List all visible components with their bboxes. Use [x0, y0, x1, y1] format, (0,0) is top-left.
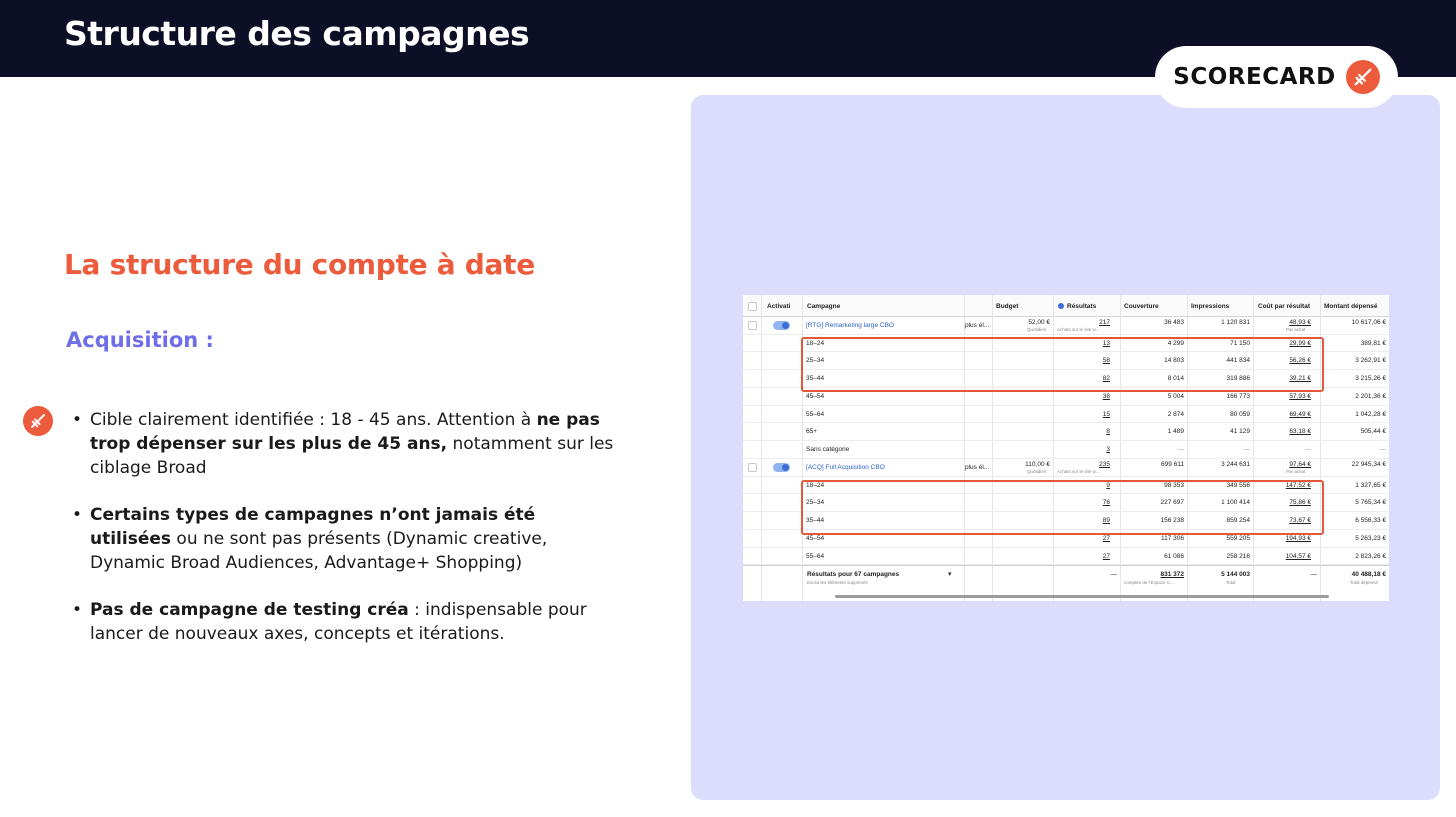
- cost-value: 56,26 €: [1289, 357, 1311, 365]
- breakdown-row[interactable]: [743, 424, 1389, 442]
- info-icon: [1058, 303, 1064, 309]
- results-value: 58: [1102, 357, 1110, 365]
- spent-value: 389,81 €: [1360, 339, 1386, 347]
- cost-value: 97,64 €: [1289, 460, 1311, 468]
- budget-sub: Quotidien: [1027, 469, 1047, 474]
- cost-value: 48,93 €: [1289, 318, 1311, 326]
- reach-value: 227 697: [1160, 499, 1184, 507]
- impressions-value: 41 129: [1230, 428, 1250, 436]
- reach-value: 4 299: [1167, 339, 1184, 347]
- footer-label-sub: Exclut les éléments supprimés: [807, 580, 868, 585]
- results-value: 8: [1106, 428, 1110, 436]
- breakdown-row[interactable]: [743, 406, 1389, 424]
- footer-impressions: 5 144 003: [1221, 570, 1250, 578]
- breakdown-row[interactable]: [743, 441, 1389, 459]
- budget-value: 110,00 €: [1025, 460, 1050, 468]
- results-value: 217: [1099, 318, 1110, 326]
- footer-reach-sub: comptes de l’Espace C...: [1124, 580, 1174, 585]
- results-value: 235: [1099, 460, 1110, 468]
- spent-value: —: [1379, 446, 1386, 454]
- campaign-name-link[interactable]: [ACQ] Full Acquisition CBO: [806, 463, 885, 471]
- table-footer: [743, 565, 1389, 593]
- page-title: Structure des campagnes: [64, 14, 530, 53]
- results-value: 9: [1106, 481, 1110, 489]
- age-range: 45–54: [806, 392, 825, 400]
- reach-value: 156 238: [1160, 517, 1184, 525]
- reach-value: 699 611: [1160, 460, 1184, 468]
- footer-results: —: [1110, 570, 1117, 578]
- reach-value: 117 306: [1160, 534, 1184, 542]
- bullet-list: [72, 408, 622, 669]
- breakdown-row[interactable]: [743, 548, 1389, 566]
- reach-value: 98 353: [1164, 481, 1184, 489]
- scorecard-badge: [1155, 46, 1398, 108]
- spent-value: 1 327,65 €: [1355, 481, 1386, 489]
- cost-sub: Par achat: [1286, 469, 1306, 474]
- budget-value: 52,00 €: [1028, 318, 1050, 326]
- impressions-value: 319 886: [1226, 375, 1250, 383]
- results-value: 15: [1102, 410, 1110, 418]
- impressions-value: 258 216: [1226, 552, 1250, 560]
- row-checkbox[interactable]: [748, 459, 757, 476]
- acquisition-subtitle: Acquisition :: [66, 328, 214, 352]
- impressions-value: 859 254: [1226, 517, 1250, 525]
- header-results[interactable]: Résultats: [1058, 295, 1096, 317]
- spent-value: 3 215,26 €: [1355, 375, 1386, 383]
- campaign-row[interactable]: [743, 459, 1389, 477]
- age-range: 55–64: [806, 410, 825, 418]
- footer-reach: 831 372: [1160, 570, 1184, 578]
- bullet-item: • Certains types de campagnes n’ont jamais été utilisées ou ne sont pas présents (Dynamic creative, Dynamic Broad Audiences, Advantage+ Shopping): [72, 503, 622, 575]
- results-value: 76: [1102, 499, 1110, 507]
- age-range: 65+: [806, 428, 818, 436]
- reach-value: 1 489: [1167, 428, 1184, 436]
- age-range: 45–54: [806, 534, 825, 542]
- impressions-value: 349 556: [1226, 481, 1250, 489]
- results-value: 27: [1102, 534, 1110, 542]
- age-range: 25–34: [806, 357, 825, 365]
- results-value: 38: [1102, 392, 1110, 400]
- impressions-value: 166 773: [1226, 392, 1250, 400]
- bid-strategy: plus él...: [965, 321, 990, 329]
- impressions-value: 1 100 414: [1221, 499, 1250, 507]
- table-header: [743, 295, 1389, 317]
- cost-value: 39,21 €: [1289, 375, 1311, 383]
- cost-value: —: [1304, 446, 1311, 454]
- cost-value: 194,93 €: [1285, 534, 1311, 542]
- age-range: 35–44: [806, 517, 825, 525]
- section-title: La structure du compte à date: [64, 248, 535, 281]
- activation-toggle[interactable]: [773, 459, 790, 476]
- cost-value: 29,99 €: [1289, 339, 1311, 347]
- ads-manager-table: [743, 295, 1389, 601]
- spent-value: 3 262,91 €: [1355, 357, 1386, 365]
- reach-value: 61 086: [1164, 552, 1184, 560]
- spent-value: 2 201,36 €: [1355, 392, 1386, 400]
- budget-sub: Quotidien: [1027, 327, 1047, 332]
- results-sub: Achats sur le site w...: [1057, 327, 1100, 332]
- results-value: 3: [1106, 446, 1110, 454]
- impressions-value: 80 059: [1230, 410, 1250, 418]
- cost-value: 147,52 €: [1285, 481, 1311, 489]
- cost-sub: Par achat: [1286, 327, 1306, 332]
- bullet-item: • Pas de campagne de testing créa : indispensable pour lancer de nouveaux axes, concepts et itérations.: [72, 598, 622, 646]
- spent-value: 5 765,34 €: [1355, 499, 1386, 507]
- reach-value: —: [1177, 446, 1184, 454]
- impressions-value: —: [1243, 446, 1250, 454]
- scorecard-logo-icon: [1346, 60, 1380, 94]
- header-cost[interactable]: Coût par résultat: [1258, 302, 1311, 310]
- footer-dropdown-icon[interactable]: ▾: [948, 571, 952, 578]
- footer-cost: —: [1310, 570, 1317, 578]
- age-range: 18–24: [806, 339, 825, 347]
- campaign-row[interactable]: [743, 317, 1389, 335]
- horizontal-scrollbar[interactable]: [835, 595, 1329, 598]
- age-range: 18–24: [806, 481, 825, 489]
- cost-value: 75,86 €: [1289, 499, 1311, 507]
- footer-label: Résultats pour 67 campagnes: [807, 570, 900, 578]
- footer-spent: 40 488,18 €: [1351, 570, 1386, 578]
- impressions-value: 1 120 831: [1221, 318, 1250, 326]
- cost-value: 63,18 €: [1289, 428, 1311, 436]
- spent-value: 1 042,28 €: [1355, 410, 1386, 418]
- results-value: 27: [1102, 552, 1110, 560]
- header-activation[interactable]: Activati: [767, 302, 791, 310]
- bullet-item: • Cible clairement identifiée : 18 - 45 ans. Attention à ne pas trop dépenser sur les plus de 45 ans, notamment sur les ciblage Broad: [72, 408, 622, 480]
- reach-value: 14 803: [1164, 357, 1184, 365]
- header-impressions[interactable]: Impressions: [1191, 302, 1230, 310]
- header-spent[interactable]: Montant dépensé: [1324, 302, 1378, 310]
- cost-value: 57,93 €: [1289, 392, 1311, 400]
- impressions-value: 71 150: [1230, 339, 1250, 347]
- spent-value: 505,44 €: [1360, 428, 1386, 436]
- cost-value: 69,49 €: [1289, 410, 1311, 418]
- results-sub: Achats sur le site w...: [1057, 469, 1100, 474]
- activation-toggle[interactable]: [773, 317, 790, 334]
- spent-value: 2 823,26 €: [1355, 552, 1386, 560]
- age-range: Sans catégorie: [806, 446, 850, 454]
- results-value: 13: [1102, 339, 1110, 347]
- reach-value: 36 483: [1164, 318, 1184, 326]
- impressions-value: 3 244 631: [1221, 460, 1250, 468]
- reach-value: 8 014: [1167, 375, 1184, 383]
- age-range: 35–44: [806, 375, 825, 383]
- campaign-name-link[interactable]: [RTG] Remarketing large CBO: [806, 321, 895, 329]
- impressions-value: 441 834: [1226, 357, 1250, 365]
- select-all-checkbox[interactable]: [748, 295, 757, 317]
- results-value: 82: [1102, 375, 1110, 383]
- header-budget[interactable]: Budget: [996, 302, 1019, 310]
- spent-value: 6 556,33 €: [1355, 517, 1386, 525]
- age-range: 25–34: [806, 499, 825, 507]
- results-value: 89: [1102, 517, 1110, 525]
- reach-value: 5 004: [1167, 392, 1184, 400]
- reach-value: 2 874: [1167, 410, 1184, 418]
- age-range: 55–64: [806, 552, 825, 560]
- impressions-value: 559 205: [1226, 534, 1250, 542]
- highlight-box-rtg: [801, 337, 1324, 392]
- cost-value: 73,67 €: [1289, 517, 1311, 525]
- cost-value: 104,57 €: [1285, 552, 1311, 560]
- highlight-box-acq: [801, 480, 1324, 535]
- spent-value: 5 263,23 €: [1355, 534, 1386, 542]
- badge-label: SCORECARD: [1173, 64, 1336, 90]
- footer-impressions-sub: Total: [1226, 580, 1236, 585]
- header-reach[interactable]: Couverture: [1124, 302, 1159, 310]
- bid-strategy: plus él...: [965, 463, 990, 471]
- row-checkbox[interactable]: [748, 317, 757, 334]
- header-campaign[interactable]: Campagne: [807, 302, 841, 310]
- spent-value: 22 945,34 €: [1351, 460, 1386, 468]
- footer-spent-sub: Total dépensé: [1350, 580, 1379, 585]
- bullet-logo-icon: [23, 406, 53, 436]
- spent-value: 10 617,06 €: [1351, 318, 1386, 326]
